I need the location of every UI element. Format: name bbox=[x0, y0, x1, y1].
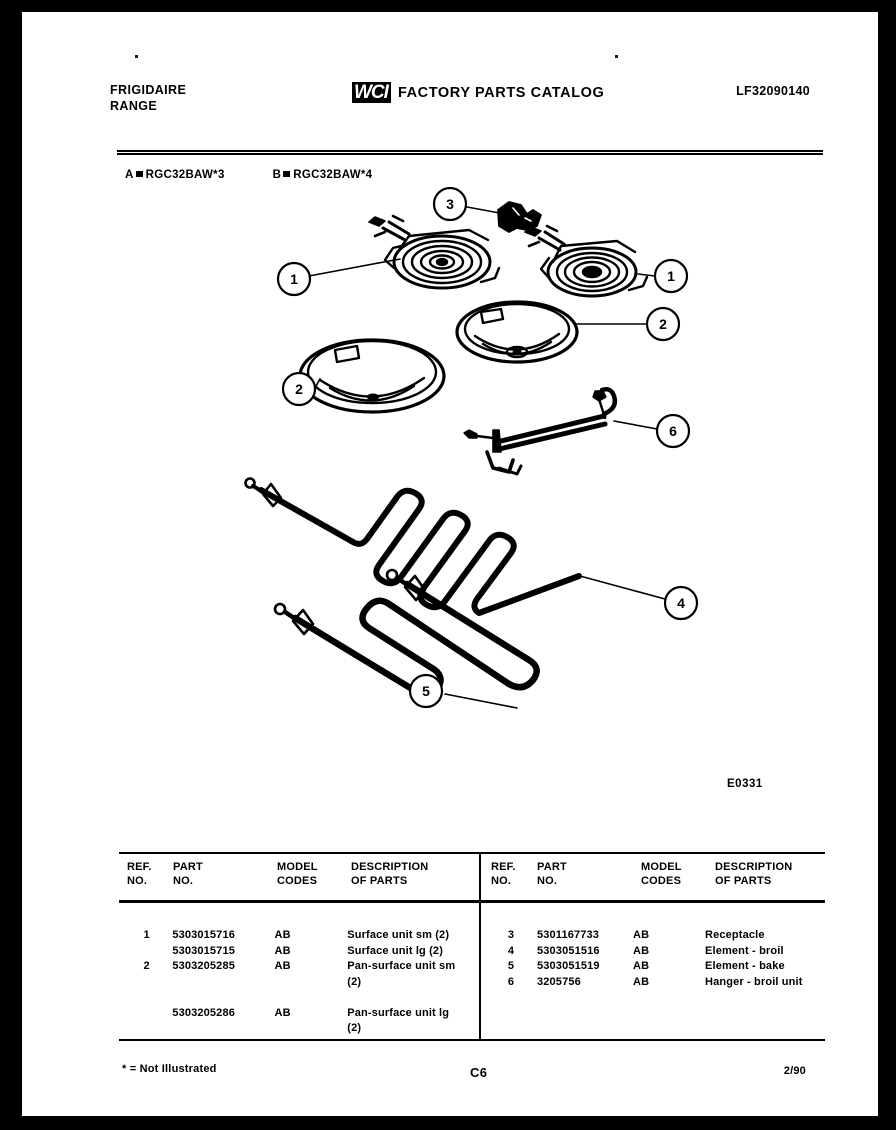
registration-dot-right bbox=[615, 55, 618, 58]
parts-table-left bbox=[127, 860, 477, 1034]
drip-pan-left-graphic bbox=[300, 340, 444, 412]
table-row[interactable] bbox=[491, 975, 841, 991]
table-header-rule bbox=[119, 900, 825, 903]
leader-2-left bbox=[316, 379, 320, 386]
cell-model bbox=[275, 975, 348, 991]
leader-1-left bbox=[309, 259, 400, 276]
catalog-page bbox=[22, 12, 878, 1116]
table-header-row-left-2 bbox=[127, 874, 477, 888]
cell-desc: Hanger - broil unit bbox=[705, 975, 803, 988]
header-ref-no-2: NO. bbox=[127, 875, 148, 887]
cell-desc: Pan-surface unit lg bbox=[347, 1006, 450, 1019]
callout-5 bbox=[410, 675, 442, 707]
cell-ref: 4 bbox=[507, 944, 515, 957]
cell-desc: Surface unit sm (2) bbox=[347, 929, 450, 941]
table-bottom-rule bbox=[119, 1039, 825, 1041]
product-category: RANGE bbox=[110, 99, 158, 113]
parts-illustration bbox=[117, 184, 827, 824]
cell-model: AB bbox=[633, 975, 650, 988]
table-row[interactable] bbox=[127, 1006, 477, 1022]
model-b-label: B bbox=[272, 169, 282, 181]
svg-text:1: 1 bbox=[290, 271, 298, 287]
model-a-value: RGC32BAW*3 bbox=[145, 169, 225, 181]
header-desc: DESCRIPTION bbox=[351, 861, 429, 873]
registration-dot-left bbox=[135, 55, 138, 58]
table-row[interactable] bbox=[491, 959, 841, 975]
callout-6 bbox=[657, 415, 689, 447]
catalog-title-group bbox=[352, 82, 604, 103]
header-desc-2: OF PARTS bbox=[351, 875, 408, 887]
header-part-no-2: NO. bbox=[173, 875, 194, 887]
cell-part: 5301167733 bbox=[537, 929, 600, 941]
svg-text:2: 2 bbox=[659, 316, 667, 332]
publication-date: 2/90 bbox=[783, 1065, 806, 1077]
table-row-continuation bbox=[127, 1021, 477, 1037]
drawing-code: E0331 bbox=[727, 778, 763, 790]
table-row-spacer bbox=[127, 990, 477, 1006]
cell-part: 3205756 bbox=[537, 975, 581, 988]
table-row[interactable] bbox=[491, 944, 841, 960]
table-row-continuation bbox=[127, 975, 477, 991]
cell-part bbox=[172, 1021, 274, 1037]
header-part-no: PART bbox=[537, 861, 567, 873]
surface-unit-right-graphic bbox=[525, 226, 647, 296]
cell-desc: Element - broil bbox=[705, 944, 784, 957]
leader-4 bbox=[580, 576, 665, 599]
parts-rows-left bbox=[127, 928, 477, 1037]
table-column-divider bbox=[479, 854, 481, 1040]
page-number: C6 bbox=[470, 1065, 488, 1080]
drip-pan-right-graphic bbox=[457, 302, 577, 362]
cell-model: AB bbox=[274, 929, 291, 941]
bake-element-graphic bbox=[275, 570, 537, 695]
cell-part: 5303051519 bbox=[537, 960, 600, 972]
table-top-rule bbox=[119, 852, 825, 854]
parts-table-right bbox=[491, 860, 841, 988]
table-row[interactable] bbox=[127, 944, 477, 960]
not-illustrated-note: * = Not Illustrated bbox=[122, 1063, 217, 1075]
cell-model: AB bbox=[274, 1006, 291, 1019]
svg-text:1: 1 bbox=[667, 268, 675, 284]
callout-4 bbox=[665, 587, 697, 619]
svg-text:4: 4 bbox=[677, 595, 685, 611]
cell-desc: (2) bbox=[347, 975, 362, 988]
cell-part: 5303205285 bbox=[172, 960, 235, 972]
cell-desc: (2) bbox=[347, 1022, 362, 1034]
cell-model: AB bbox=[274, 960, 291, 972]
model-b bbox=[273, 169, 373, 181]
cell-ref: 1 bbox=[143, 929, 150, 941]
leader-6 bbox=[614, 421, 657, 429]
callout-1-right bbox=[655, 260, 687, 292]
cell-part: 5303015716 bbox=[172, 929, 235, 941]
cell-part: 5303205286 bbox=[172, 1006, 235, 1019]
model-a-label: A bbox=[125, 169, 134, 181]
catalog-number: LF32090140 bbox=[736, 84, 810, 98]
header-desc: DESCRIPTION bbox=[715, 861, 793, 873]
surface-unit-left-graphic bbox=[369, 216, 499, 288]
cell-ref: 2 bbox=[143, 960, 150, 972]
header-ref-no: REF. bbox=[127, 861, 152, 873]
cell-part: 5303051516 bbox=[537, 944, 600, 957]
cell-ref bbox=[127, 1006, 172, 1022]
header-model-2: CODES bbox=[641, 875, 682, 887]
cell-ref: 5 bbox=[507, 960, 515, 972]
table-header-row-left bbox=[127, 860, 477, 874]
equals-box-a bbox=[136, 171, 143, 177]
leader-1-right bbox=[638, 274, 655, 276]
broil-element-graphic bbox=[246, 479, 580, 614]
cell-model: AB bbox=[633, 944, 650, 957]
cell-ref bbox=[127, 975, 172, 991]
model-b-value: RGC32BAW*4 bbox=[293, 169, 373, 181]
cell-desc: Surface unit lg (2) bbox=[347, 944, 444, 957]
header-desc-2: OF PARTS bbox=[715, 875, 772, 887]
svg-text:6: 6 bbox=[669, 423, 677, 439]
equals-box-b bbox=[283, 171, 290, 177]
table-row[interactable] bbox=[491, 928, 841, 944]
header-model: MODEL bbox=[277, 861, 318, 873]
cell-desc: Receptacle bbox=[705, 929, 765, 941]
broil-hanger-graphic bbox=[464, 389, 615, 474]
cell-part: 5303015715 bbox=[172, 944, 235, 957]
cell-part bbox=[172, 975, 274, 991]
cell-desc: Element - bake bbox=[705, 960, 785, 972]
table-row[interactable] bbox=[127, 928, 477, 944]
cell-model: AB bbox=[633, 960, 650, 972]
table-header-row-right bbox=[491, 860, 841, 874]
catalog-title: FACTORY PARTS CATALOG bbox=[397, 84, 605, 101]
header-part-no: PART bbox=[173, 861, 203, 873]
svg-text:5: 5 bbox=[422, 683, 430, 699]
svg-text:2: 2 bbox=[295, 381, 303, 397]
receptacle-graphic bbox=[498, 202, 541, 232]
header-ref-no-2: NO. bbox=[491, 875, 512, 887]
model-a bbox=[125, 169, 225, 181]
cell-ref: 6 bbox=[507, 975, 515, 988]
callout-2-right bbox=[647, 308, 679, 340]
table-row[interactable] bbox=[127, 959, 477, 975]
leader-5 bbox=[445, 694, 517, 708]
model-legend bbox=[125, 169, 372, 181]
cell-model: AB bbox=[274, 944, 291, 957]
cell-ref bbox=[127, 1021, 172, 1037]
cell-ref bbox=[127, 944, 172, 960]
callout-2-left bbox=[283, 373, 315, 405]
cell-model bbox=[275, 1021, 348, 1037]
wci-logo: WCI bbox=[352, 82, 391, 103]
header-model: MODEL bbox=[641, 861, 682, 873]
header-part-no-2: NO. bbox=[537, 875, 558, 887]
svg-text:3: 3 bbox=[446, 196, 454, 212]
cell-desc: Pan-surface unit sm bbox=[347, 960, 456, 972]
table-header-row-right-2 bbox=[491, 874, 841, 888]
cell-ref: 3 bbox=[507, 929, 515, 941]
cell-model: AB bbox=[633, 929, 650, 941]
brand-heading bbox=[110, 82, 186, 114]
brand-name: FRIGIDAIRE bbox=[110, 83, 187, 97]
parts-rows-right bbox=[491, 928, 841, 990]
header-divider-rule bbox=[117, 150, 823, 155]
header-ref-no: REF. bbox=[491, 861, 516, 873]
callout-1-left bbox=[278, 263, 310, 295]
callout-3 bbox=[434, 188, 466, 220]
header-model-2: CODES bbox=[277, 875, 318, 887]
